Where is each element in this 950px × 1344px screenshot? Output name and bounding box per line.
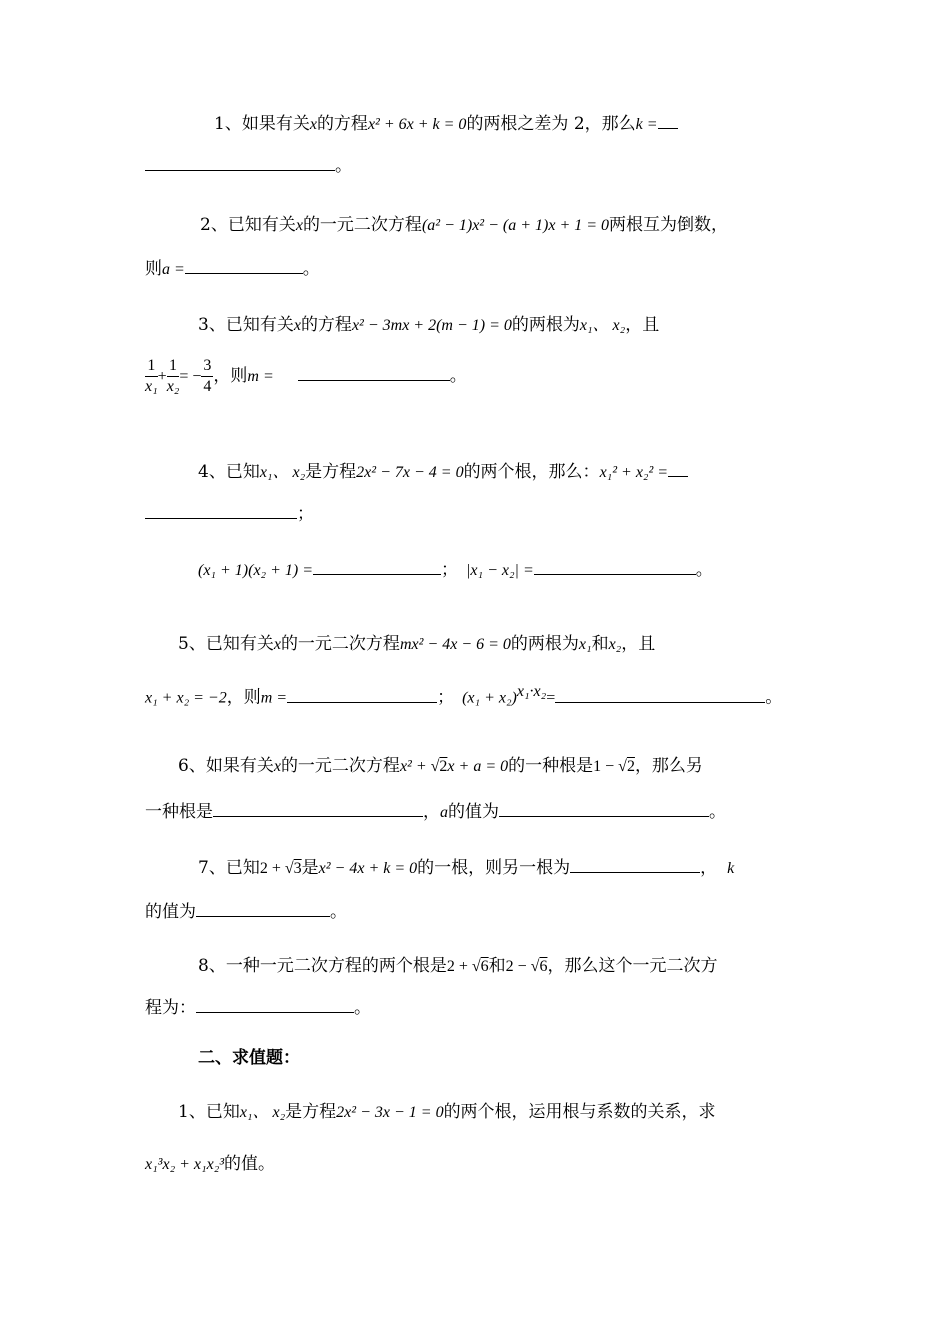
q4-text-b: 的两个根，那么： xyxy=(463,462,600,482)
q4-expr1: x₁² + x₂² = xyxy=(599,464,669,481)
q3-frac2: $\frac{1}{\text{x₂}}$ xyxy=(166,357,180,395)
p1-expr: x₁³x₂ + x₁x₂³ xyxy=(145,1156,225,1173)
q3-var-x: x xyxy=(293,317,301,334)
q4-text-a: 是方程 xyxy=(305,462,357,482)
q4-blank-b[interactable] xyxy=(145,500,297,519)
p1-text-b: 的两个根，运用根与系数的关系，求 xyxy=(443,1102,716,1122)
p1-roots: x₁、 x₂ xyxy=(239,1104,286,1121)
q6-sqrt-sign: √ xyxy=(430,758,440,775)
q4-blank-c[interactable] xyxy=(313,556,441,575)
q7-blank-a[interactable] xyxy=(570,854,700,873)
q5-r2: x₂ xyxy=(608,636,622,653)
q6-text-d: 的值为 xyxy=(448,802,499,822)
q5-expr-eq: = xyxy=(546,689,556,707)
p1-line2 xyxy=(145,1152,275,1177)
q6-eq-b: x + a = 0 xyxy=(447,758,509,775)
q5-prefix: 5、已知有关 xyxy=(178,634,274,654)
q5-end: 。 xyxy=(765,687,783,708)
q4-semi2: ； xyxy=(441,560,459,580)
section2-heading: 二、求值题： xyxy=(198,1048,300,1068)
q3-end: 。 xyxy=(449,366,467,386)
q8-text-a: ，那么这个一元二次方 xyxy=(547,956,718,976)
q5-expr: (x₁ + x₂) xyxy=(462,689,517,707)
q2-line2-prefix: 则 xyxy=(145,259,162,279)
q7-sqrt3: 3 xyxy=(293,860,302,877)
q2-blank[interactable] xyxy=(185,255,303,274)
q3-text-a: 的方程 xyxy=(300,315,352,335)
q4-expr2: (x₁ + 1)(x₂ + 1) = xyxy=(198,562,314,579)
q7-var-k: k xyxy=(727,860,735,877)
q5-equation: mx² − 4x − 6 = 0 xyxy=(399,636,511,653)
q6-text-a: 的一元二次方程 xyxy=(280,756,400,776)
p1-text-a: 是方程 xyxy=(285,1102,337,1122)
q2-equation: (a² − 1)x² − (a + 1)x + 1 = 0 xyxy=(421,217,610,234)
q4-prefix: 4、已知 xyxy=(198,462,260,482)
q2-text-a: 的一元二次方程 xyxy=(302,215,422,235)
q1-k-eq: k = xyxy=(635,116,658,133)
q7-text-a: 是 xyxy=(301,858,319,878)
q8-r1-sqrt-sign: √ xyxy=(471,958,481,975)
q6-comma: ， xyxy=(423,802,440,822)
q7-prefix: 7、已知 xyxy=(198,858,260,878)
q2-end: 。 xyxy=(302,259,320,279)
q5-text-c: ，且 xyxy=(621,634,656,654)
q3-text-b: 的两根为 xyxy=(511,315,580,335)
q7-line2: 的值为 xyxy=(145,902,196,922)
q4-line1 xyxy=(198,458,688,485)
q3-plus: + xyxy=(157,368,167,385)
q8-r1-a: 2 + xyxy=(446,958,472,975)
q3-text-c: ，且 xyxy=(625,315,660,335)
q1-line2 xyxy=(145,152,352,178)
q4-line2 xyxy=(145,500,314,526)
q8-prefix: 8、一种一元二次方程的两个根是 xyxy=(198,956,447,976)
q7-val-a: 2 + xyxy=(259,860,285,877)
q1-blank-b[interactable] xyxy=(145,152,335,171)
q4-end: 。 xyxy=(695,560,713,580)
q5-then: ，则 xyxy=(226,687,261,708)
q5-expr-sup: x₁·x₂ xyxy=(516,683,547,700)
q3-line2 xyxy=(145,352,467,401)
p1-text-c: 的值。 xyxy=(224,1154,276,1174)
q5-var-x: x xyxy=(273,636,281,653)
q8-r1-sqrt: 6 xyxy=(480,958,489,975)
q5-text-b: 的两根为 xyxy=(510,634,579,654)
q7-sqrt-sign: √ xyxy=(284,860,294,877)
q3-frac3: $\frac{3}{4}$ xyxy=(203,357,212,395)
q6-line2-prefix: 一种根是 xyxy=(145,802,213,822)
q5-and: 和 xyxy=(591,634,609,654)
q5-text-a: 的一元二次方程 xyxy=(280,634,400,654)
q8-and: 和 xyxy=(488,956,506,976)
q8-blank[interactable] xyxy=(196,994,354,1013)
q6-prefix: 6、如果有关 xyxy=(178,756,274,776)
q3-eq-neg: = − xyxy=(179,368,202,385)
q7-text-b: 的一根，则另一根为 xyxy=(417,858,571,878)
q3-blank[interactable] xyxy=(298,362,450,381)
q2-a-eq: a = xyxy=(162,261,185,278)
q7-line1 xyxy=(198,854,734,881)
q1-blank-a[interactable] xyxy=(658,110,678,129)
q6-root-sqrt-sign: √ xyxy=(618,758,627,775)
q5-line1 xyxy=(178,632,655,657)
q1-text-b: 的两根之差为 2，那么 xyxy=(466,114,636,134)
q5-cond: x₁ + x₂ = −2 xyxy=(145,689,227,707)
q6-end: 。 xyxy=(709,802,726,822)
q6-eq-a: x² + xyxy=(399,758,431,775)
q4-roots: x₁、 x₂ xyxy=(259,464,306,481)
q3-line1 xyxy=(198,313,659,338)
q6-sqrt2: 2 xyxy=(439,758,448,775)
p1-prefix: 1、已知 xyxy=(178,1102,240,1122)
q3-equation: x² − 3mx + 2(m − 1) = 0 xyxy=(351,317,512,334)
q4-equation: 2x² − 7x − 4 = 0 xyxy=(356,464,464,481)
q7-comma: ， xyxy=(700,858,718,878)
q6-root-a: 1 − xyxy=(593,758,619,775)
q4-line3 xyxy=(198,556,713,583)
q6-blank-b[interactable] xyxy=(499,798,709,817)
q8-line1 xyxy=(198,954,717,979)
q3-roots: x₁、 x₂ xyxy=(579,317,626,334)
q2-line2 xyxy=(145,255,320,282)
q6-text-c: ，那么另 xyxy=(634,756,703,776)
q8-r2-sqrt-sign: √ xyxy=(530,958,540,975)
q7-equation: x² − 4x + k = 0 xyxy=(318,860,418,877)
q5-m-eq: m = xyxy=(260,689,288,707)
q8-r2-a: 2 − xyxy=(505,958,531,975)
q8-line2: 程为： xyxy=(145,998,196,1018)
q3-m-eq: m = xyxy=(247,368,274,385)
q1-end: 。 xyxy=(335,156,352,176)
q1-text-a: 的方程 xyxy=(316,114,368,134)
q2-line1 xyxy=(200,213,728,238)
q5-blank-b[interactable] xyxy=(555,684,765,703)
q8-end: 。 xyxy=(354,998,371,1018)
q3-frac1: $\frac{1}{\text{x₁}}$ xyxy=(145,357,158,395)
q6-line2 xyxy=(145,798,726,825)
q2-prefix: 2、已知有关 xyxy=(200,215,296,235)
q6-root-sqrt: 2 xyxy=(626,758,635,775)
q3-then: ，则 xyxy=(213,366,248,386)
q1-line1 xyxy=(214,110,678,137)
q6-text-b: 的一种根是 xyxy=(508,756,594,776)
q8-line2 xyxy=(145,994,371,1020)
q4-blank-a[interactable] xyxy=(668,458,688,477)
p1-equation: 2x² − 3x − 1 = 0 xyxy=(336,1104,444,1121)
q2-var-x: x xyxy=(295,217,303,234)
q7-line2 xyxy=(145,898,347,924)
q6-line1 xyxy=(178,754,703,779)
q7-end: 。 xyxy=(330,902,347,922)
q5-line2 xyxy=(145,680,782,711)
q6-blank-a[interactable] xyxy=(213,798,423,817)
q1-var-x: x xyxy=(309,116,317,133)
q7-blank-b[interactable] xyxy=(196,898,330,917)
p1-line1 xyxy=(178,1100,716,1125)
q1-equation: x² + 6x + k = 0 xyxy=(367,116,467,133)
q8-r2-sqrt: 6 xyxy=(539,958,548,975)
q4-expr3: |x₁ − x₂| = xyxy=(466,562,534,579)
q5-r1: x₁ xyxy=(578,636,592,653)
q4-semi: ； xyxy=(297,504,314,524)
q6-var-x: x xyxy=(273,758,281,775)
q4-blank-d[interactable] xyxy=(534,556,696,575)
q2-text-b: 两根互为倒数， xyxy=(609,215,729,235)
q5-semi: ； xyxy=(437,687,455,708)
q3-prefix: 3、已知有关 xyxy=(198,315,294,335)
q1-prefix: 1、如果有关 xyxy=(214,114,310,134)
q5-blank-a[interactable] xyxy=(287,684,437,703)
q6-var-a: a xyxy=(440,804,448,821)
